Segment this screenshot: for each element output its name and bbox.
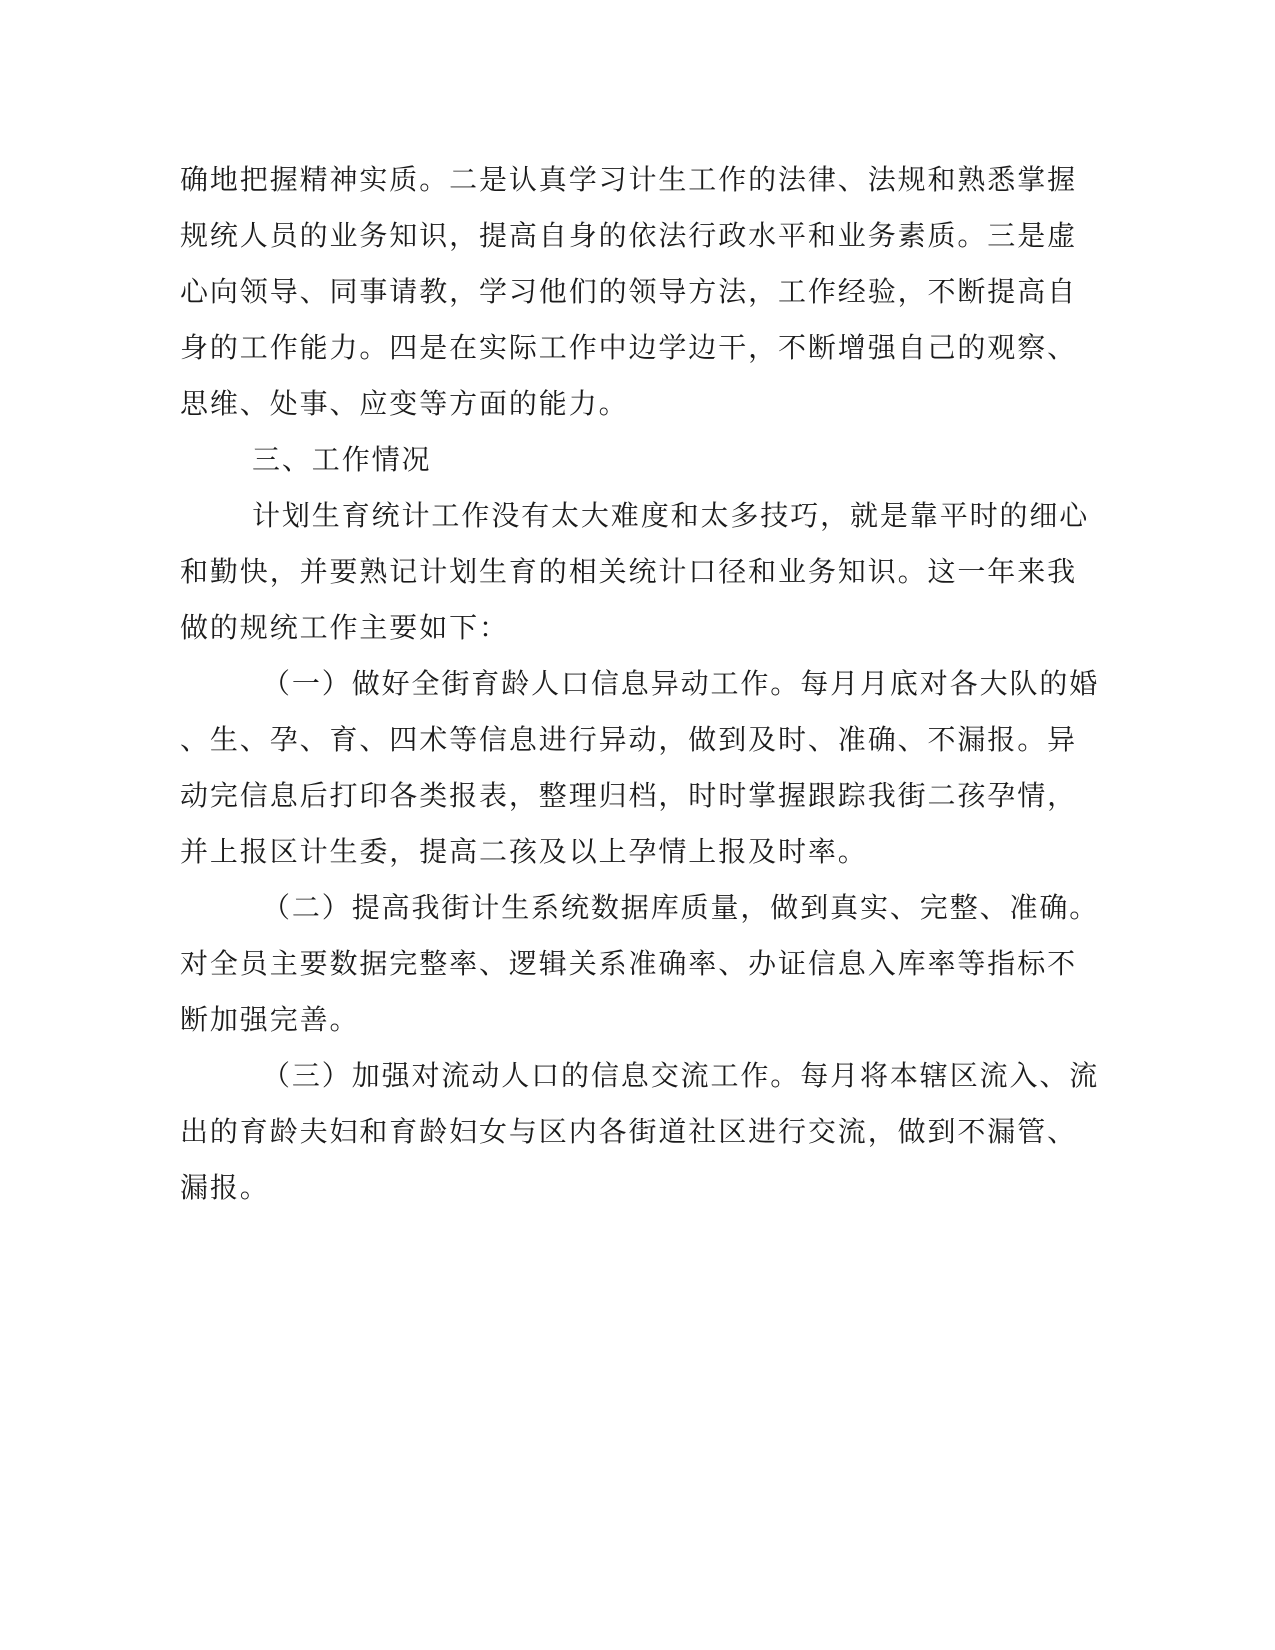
text-line: （一）做好全街育龄人口信息异动工作。每月月底对各大队的婚 [262, 667, 1100, 700]
text-line: 思维、处事、应变等方面的能力。 [180, 387, 629, 420]
text-line: 规统人员的业务知识，提高自身的依法行政水平和业务素质。三是虚 [180, 219, 1078, 252]
text-line: 对全员主要数据完整率、逻辑关系准确率、办证信息入库率等指标不 [180, 947, 1078, 980]
text-line: 并上报区计生委，提高二孩及以上孕情上报及时率。 [180, 835, 868, 868]
text-line: 和勤快，并要熟记计划生育的相关统计口径和业务知识。这一年来我 [180, 555, 1078, 588]
text-line: 漏报。 [180, 1171, 270, 1204]
section-heading: 三、工作情况 [252, 443, 432, 476]
text-line: 身的工作能力。四是在实际工作中边学边干，不断增强自己的观察、 [180, 331, 1078, 364]
text-line: （三）加强对流动人口的信息交流工作。每月将本辖区流入、流 [262, 1059, 1100, 1092]
text-line: 断加强完善。 [180, 1003, 360, 1036]
text-line: 心向领导、同事请教，学习他们的领导方法，工作经验，不断提高自 [180, 275, 1078, 308]
text-line: 计划生育统计工作没有太大难度和太多技巧，就是靠平时的细心 [252, 499, 1090, 532]
text-line: 确地把握精神实质。二是认真学习计生工作的法律、法规和熟悉掌握 [180, 163, 1078, 196]
text-line: 动完信息后打印各类报表，整理归档，时时掌握跟踪我街二孩孕情， [180, 779, 1078, 812]
text-line: 、生、孕、育、四术等信息进行异动，做到及时、准确、不漏报。异 [180, 723, 1078, 756]
text-line: 做的规统工作主要如下： [180, 611, 509, 644]
text-line: （二）提高我街计生系统数据库质量，做到真实、完整、准确。 [262, 891, 1100, 924]
text-line: 出的育龄夫妇和育龄妇女与区内各街道社区进行交流，做到不漏管、 [180, 1115, 1078, 1148]
